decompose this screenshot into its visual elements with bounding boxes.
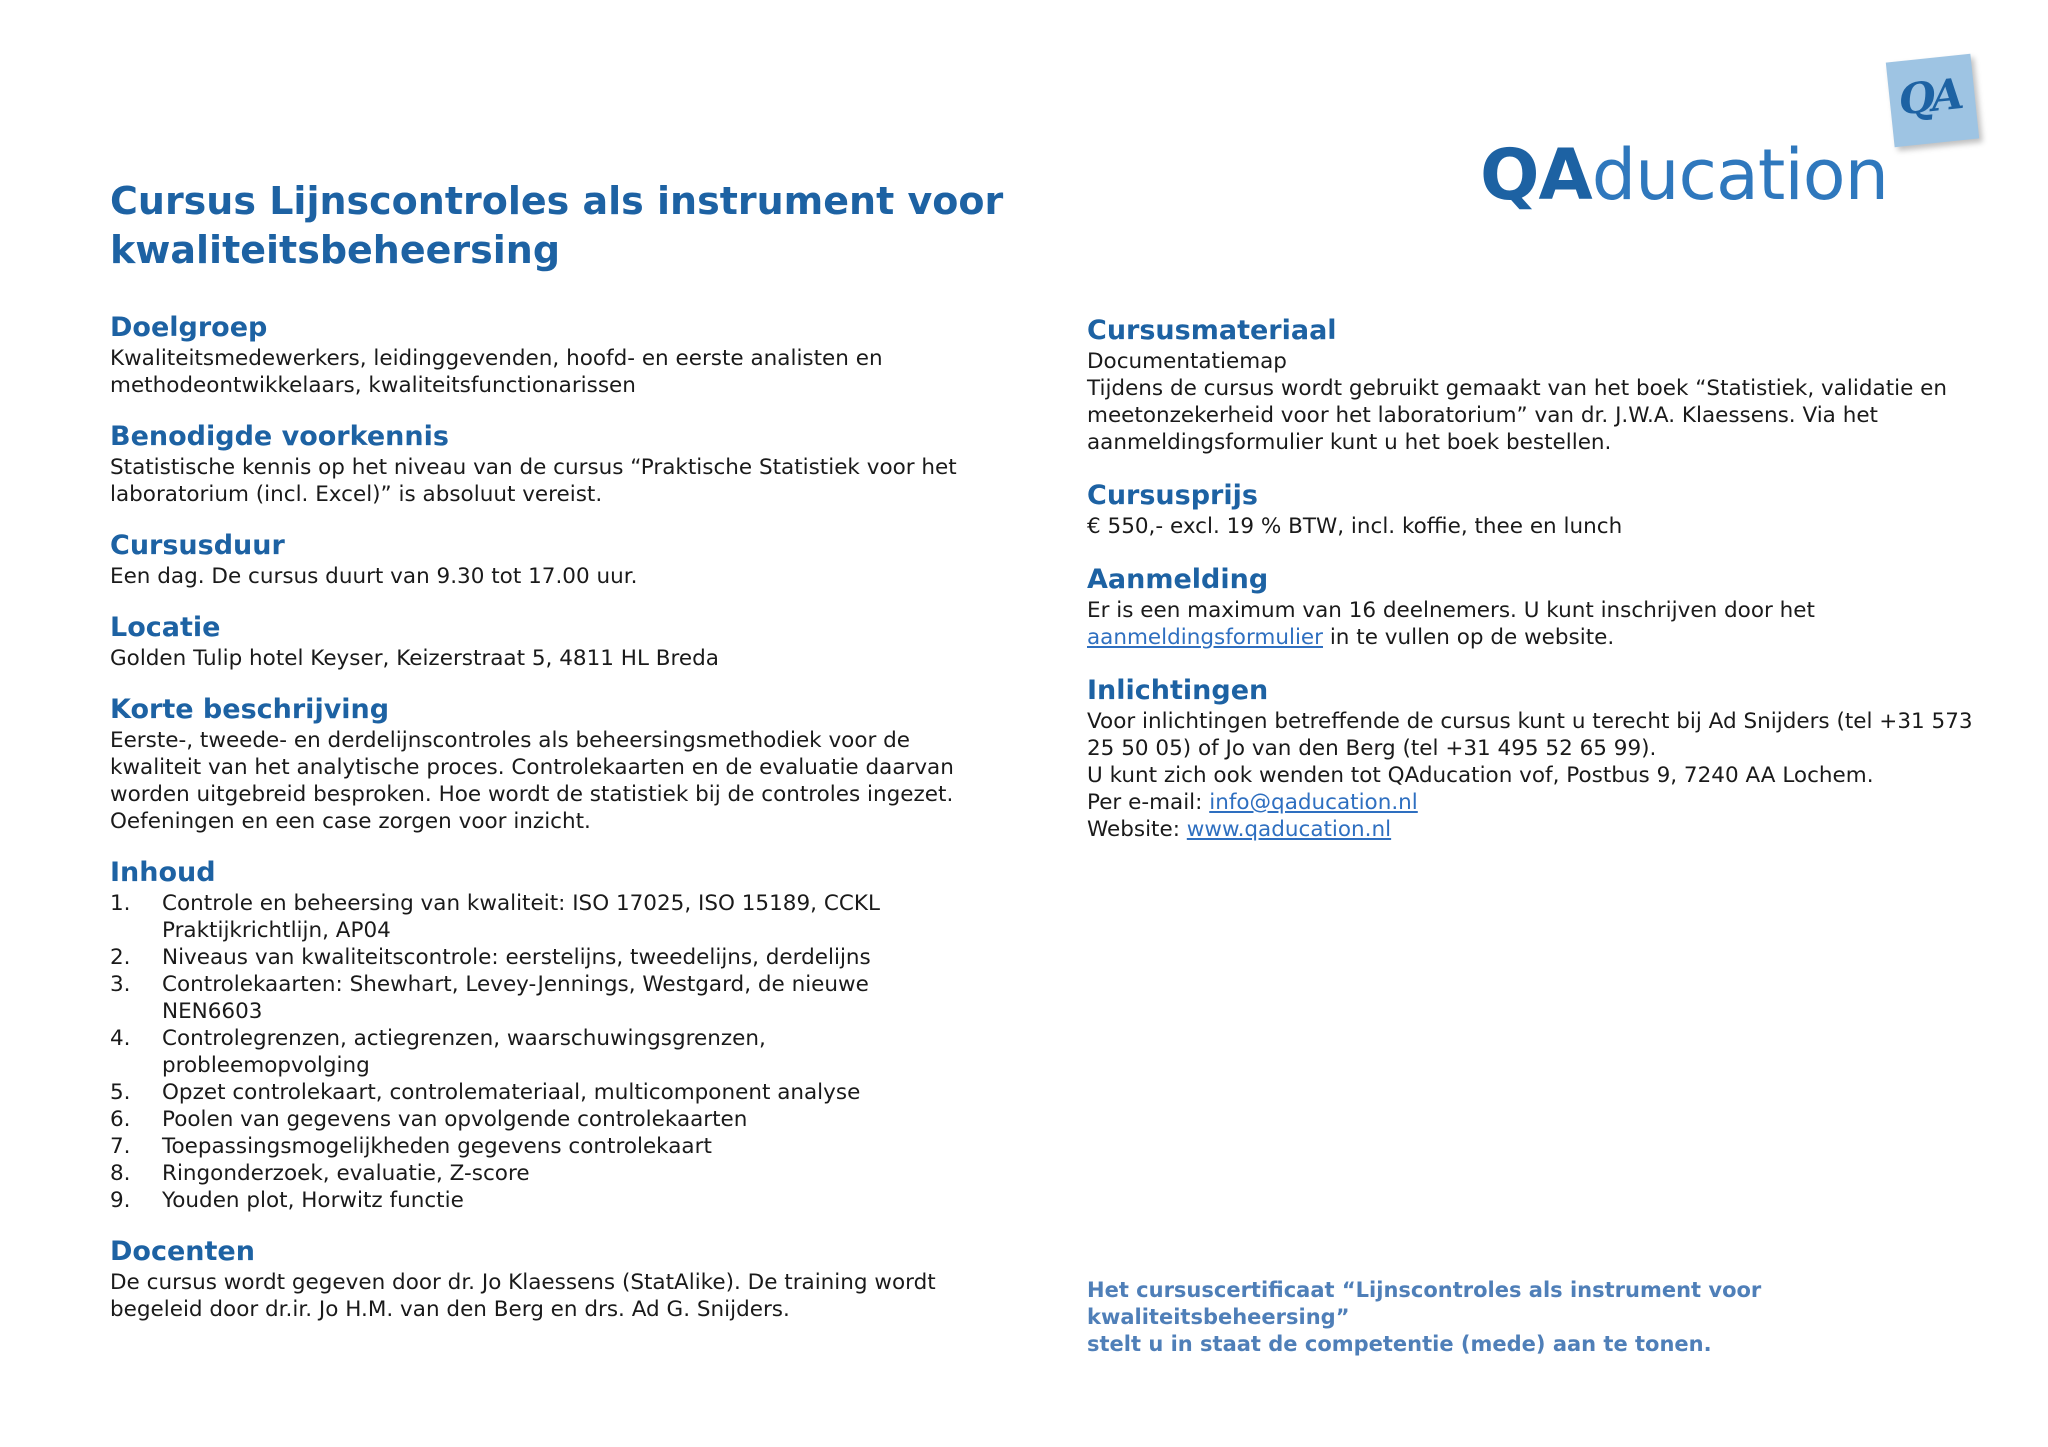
section-inlichtingen: [1087, 673, 1987, 843]
locatie-text: Golden Tulip hotel Keyser, Keizerstraat 5, 4811 HL Breda: [110, 646, 719, 671]
heading-cursusduur: Cursusduur: [110, 530, 285, 561]
email-label: Per e-mail:: [1087, 790, 1210, 815]
list-item-text: Ringonderzoek, evaluatie, Z-score: [162, 1161, 530, 1186]
list-item-text-cont: Praktijkrichtlijn, AP04: [162, 918, 391, 943]
qaducation-logo-icon: [1886, 54, 1979, 147]
section-locatie: [110, 610, 990, 672]
cursusmateriaal-text: [1087, 348, 1987, 456]
heading-cursusmateriaal: Cursusmateriaal: [1087, 315, 1337, 346]
list-item-number: 5.: [110, 1080, 131, 1105]
heading-docenten: Docenten: [110, 1236, 255, 1267]
inlichtingen-line-2: 25 50 05) of Jo van den Berg (tel +31 495 52 65 99).: [1087, 736, 1657, 761]
materiaal-line-4: aanmeldingsformulier kunt u het boek bestellen.: [1087, 430, 1612, 455]
heading-inlichtingen: Inlichtingen: [1087, 675, 1269, 706]
doelgroep-text: [110, 345, 990, 399]
section-docenten: [110, 1234, 990, 1323]
voorkennis-line-1: Statistische kennis op het niveau van de cursus “Praktische Statistiek voor het: [110, 455, 957, 480]
logo-text-rest: ducation: [1591, 134, 1888, 216]
list-item-text: Youden plot, Horwitz functie: [162, 1188, 464, 1213]
list-item-text: Niveaus van kwaliteitscontrole: eerstelijns, tweedelijns, derdelijns: [162, 945, 871, 970]
beschrijving-text: [110, 727, 990, 835]
inlichtingen-text: [1087, 708, 1987, 843]
section-beschrijving: [110, 692, 990, 835]
qaducation-logo: [1480, 50, 2000, 216]
list-item: [110, 971, 990, 1025]
list-item-number: 9.: [110, 1188, 131, 1213]
beschrijving-line-4: Oefeningen en een case zorgen voor inzicht.: [110, 809, 591, 834]
section-cursusprijs: [1087, 478, 1987, 540]
list-item: [110, 944, 990, 971]
docenten-line-1: De cursus wordt gegeven door dr. Jo Klaessens (StatAlike). De training wordt: [110, 1270, 936, 1295]
list-item-number: 4.: [110, 1026, 131, 1051]
website-link[interactable]: www.qaducation.nl: [1186, 817, 1392, 842]
page-title: [110, 177, 1010, 275]
list-item-number: 7.: [110, 1134, 131, 1159]
list-item-text-cont: NEN6603: [162, 999, 263, 1024]
heading-inhoud: Inhoud: [110, 857, 216, 888]
doelgroep-line-2: methodeontwikkelaars, kwaliteitsfunctionarissen: [110, 373, 636, 398]
heading-cursusprijs: Cursusprijs: [1087, 480, 1258, 511]
section-doelgroep: [110, 310, 990, 399]
logo-text-qa: QA: [1480, 134, 1592, 216]
certificate-line-1: Het cursuscertificaat “Lijnscontroles als instrument voor kwaliteitsbeheersing”: [1087, 1278, 1762, 1329]
list-item: [110, 1106, 990, 1133]
list-item-text: Controle en beheersing van kwaliteit: ISO 17025, ISO 15189, CCKL: [162, 891, 880, 916]
title-line-2: kwaliteitsbeheersing: [110, 228, 561, 273]
heading-aanmelding: Aanmelding: [1087, 564, 1269, 595]
title-line-1: Cursus Lijnscontroles als instrument voor: [110, 179, 1004, 224]
list-item: [110, 1079, 990, 1106]
aanmelding-line-1: Er is een maximum van 16 deelnemers. U kunt inschrijven door het: [1087, 598, 1815, 623]
docenten-text: [110, 1269, 990, 1323]
inlichtingen-line-3: U kunt zich ook wenden tot QAducation vof, Postbus 9, 7240 AA Lochem.: [1087, 763, 1874, 788]
list-item: [110, 890, 990, 944]
list-item-text: Poolen van gegevens van opvolgende controlekaarten: [162, 1107, 748, 1132]
list-item-text: Toepassingsmogelijkheden gegevens controlekaart: [162, 1134, 712, 1159]
list-item: [110, 1133, 990, 1160]
logo-badge-text: QA: [1896, 69, 1963, 125]
list-item-number: 2.: [110, 945, 131, 970]
right-column: [1087, 313, 1987, 843]
logo-wordmark: [1480, 135, 1888, 215]
list-item-text: Controlekaarten: Shewhart, Levey-Jennings, Westgard, de nieuwe: [162, 972, 869, 997]
list-item-text-cont: probleemopvolging: [162, 1053, 370, 1078]
list-item-text: Opzet controlekaart, controlemateriaal, multicomponent analyse: [162, 1080, 861, 1105]
materiaal-line-3: meetonzekerheid voor het laboratorium” van dr. J.W.A. Klaessens. Via het: [1087, 403, 1878, 428]
aanmelding-text: [1087, 597, 1987, 651]
heading-locatie: Locatie: [110, 612, 221, 643]
list-item-number: 3.: [110, 972, 131, 997]
section-aanmelding: [1087, 562, 1987, 651]
section-cursusduur: [110, 528, 990, 590]
section-voorkennis: [110, 419, 990, 508]
website-label: Website:: [1087, 817, 1187, 842]
list-item: [110, 1025, 990, 1079]
inlichtingen-line-1: Voor inlichtingen betreffende de cursus kunt u terecht bij Ad Snijders (tel +31 573: [1087, 709, 1973, 734]
certificate-line-2: stelt u in staat de competentie (mede) aan te tonen.: [1087, 1332, 1712, 1356]
list-item: [110, 1187, 990, 1214]
voorkennis-line-2: laboratorium (incl. Excel)” is absoluut vereist.: [110, 482, 603, 507]
aanmeldingsformulier-link[interactable]: aanmeldingsformulier: [1087, 625, 1323, 650]
beschrijving-line-2: kwaliteit van het analytische proces. Controlekaarten en de evaluatie daarvan: [110, 755, 954, 780]
heading-beschrijving: Korte beschrijving: [110, 694, 390, 725]
doelgroep-line-1: Kwaliteitsmedewerkers, leidinggevenden, hoofd- en eerste analisten en: [110, 346, 883, 371]
docenten-line-2: begeleid door dr.ir. Jo H.M. van den Berg en drs. Ad G. Snijders.: [110, 1297, 790, 1322]
certificate-note: [1087, 1277, 1967, 1358]
list-item-number: 6.: [110, 1107, 131, 1132]
cursusprijs-text: € 550,- excl. 19 % BTW, incl. koffie, thee en lunch: [1087, 514, 1623, 539]
beschrijving-line-1: Eerste-, tweede- en derdelijnscontroles als beheersingsmethodiek voor de: [110, 728, 911, 753]
beschrijving-line-3: worden uitgebreid besproken. Hoe wordt de statistiek bij de controles ingezet.: [110, 782, 954, 807]
section-inhoud: [110, 855, 990, 1214]
left-column: [110, 310, 990, 1323]
email-link[interactable]: info@qaducation.nl: [1209, 790, 1418, 815]
list-item-text: Controlegrenzen, actiegrenzen, waarschuwingsgrenzen,: [162, 1026, 766, 1051]
section-cursusmateriaal: [1087, 313, 1987, 456]
materiaal-line-1: Documentatiemap: [1087, 349, 1287, 374]
list-item-number: 1.: [110, 891, 131, 916]
materiaal-line-2: Tijdens de cursus wordt gebruikt gemaakt van het boek “Statistiek, validatie en: [1087, 376, 1948, 401]
list-item: [110, 1160, 990, 1187]
heading-voorkennis: Benodigde voorkennis: [110, 421, 449, 452]
aanmelding-line-2: in te vullen op de website.: [1323, 625, 1615, 650]
voorkennis-text: [110, 454, 990, 508]
list-item-number: 8.: [110, 1161, 131, 1186]
heading-doelgroep: Doelgroep: [110, 312, 268, 343]
inhoud-list: [110, 890, 990, 1214]
cursusduur-text: Een dag. De cursus duurt van 9.30 tot 17.00 uur.: [110, 564, 638, 589]
